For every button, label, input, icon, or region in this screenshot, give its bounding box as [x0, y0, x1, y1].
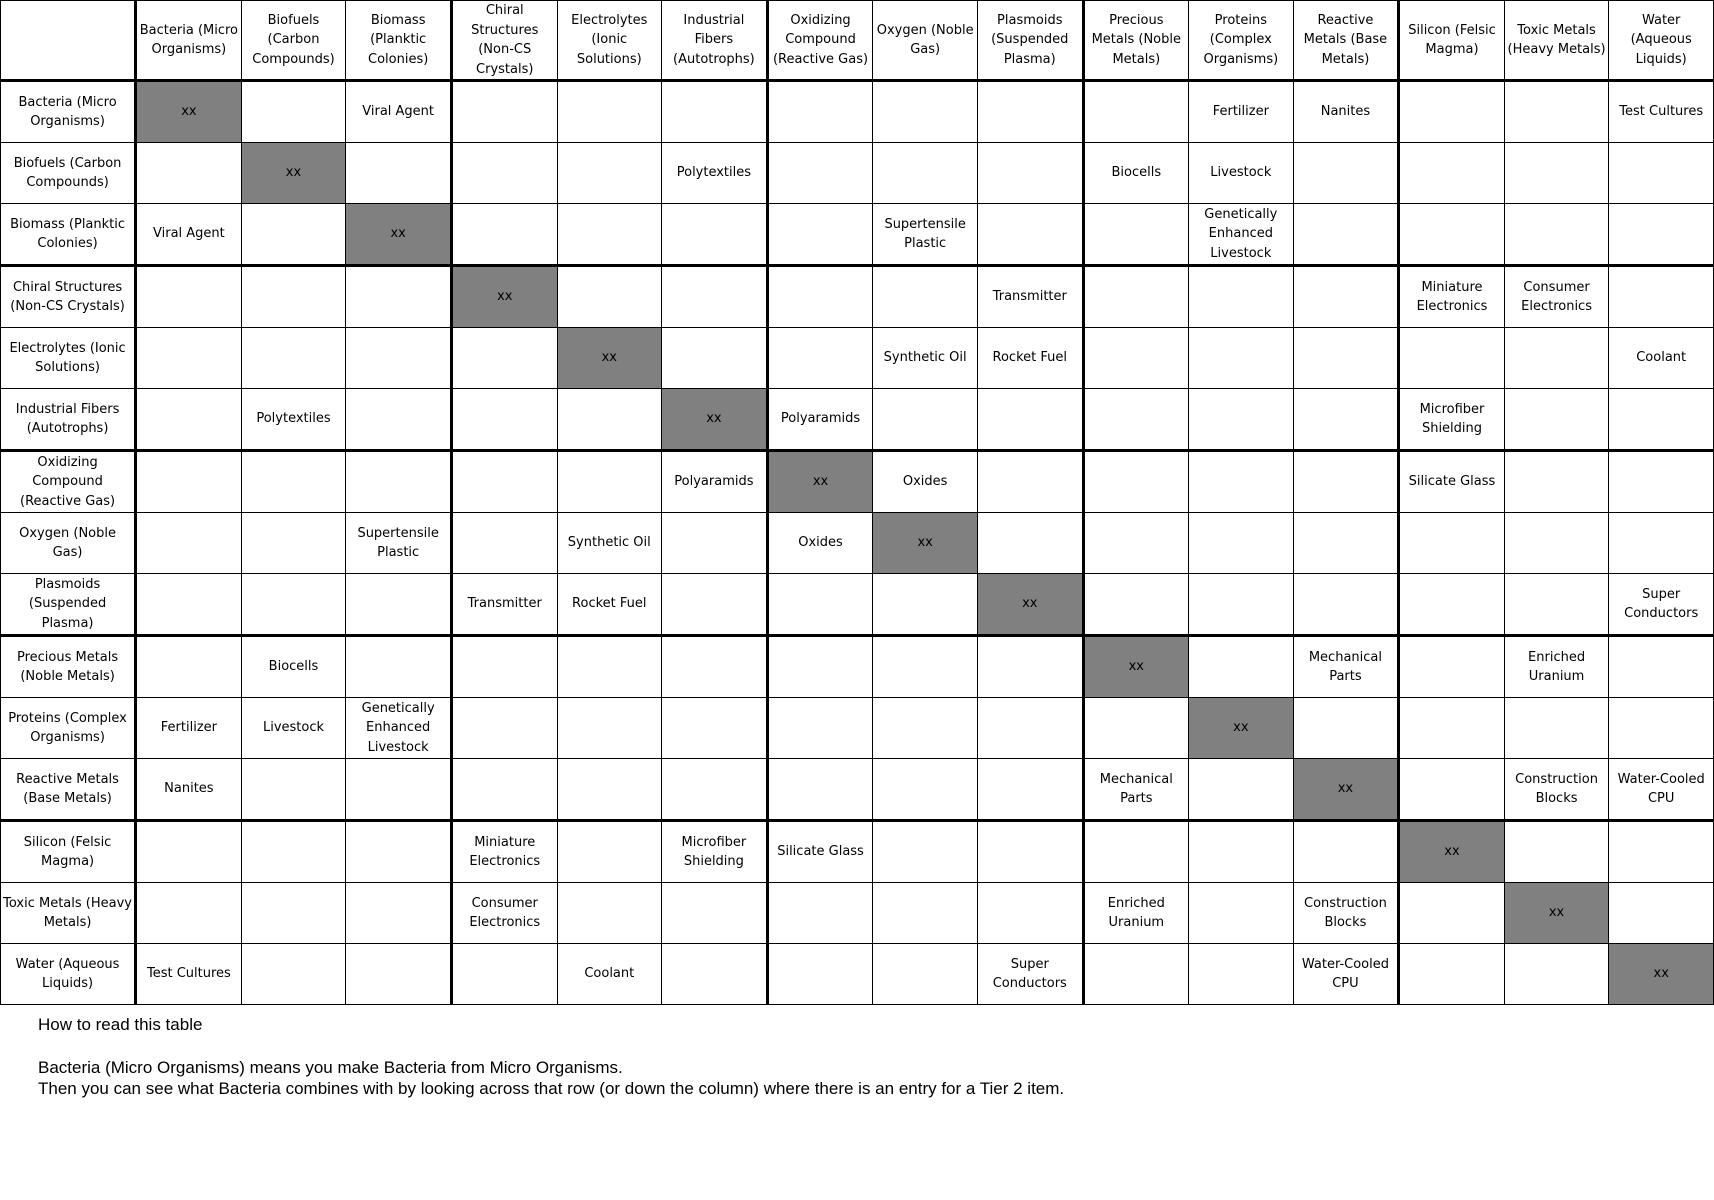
- table-cell: [977, 513, 1083, 574]
- table-cell: [1399, 759, 1504, 821]
- table-cell: [977, 636, 1083, 698]
- table-cell: [136, 328, 242, 389]
- table-cell: [451, 81, 557, 143]
- table-row: [1, 451, 1714, 513]
- table-cell: [873, 944, 978, 1005]
- table-cell: Microfiber Shielding: [1399, 389, 1504, 451]
- table-cell: Fertilizer: [1189, 81, 1294, 143]
- column-header: Biofuels (Carbon Compounds): [241, 1, 346, 81]
- table-cell: [873, 574, 978, 636]
- table-cell: [241, 883, 346, 944]
- table-cell: [1083, 328, 1189, 389]
- table-cell: [873, 81, 978, 143]
- column-header: Water (Aqueous Liquids): [1609, 1, 1714, 81]
- row-header: Toxic Metals (Heavy Metals): [1, 883, 136, 944]
- row-header: Industrial Fibers (Autotrophs): [1, 389, 136, 451]
- table-row: [1, 513, 1714, 574]
- table-cell: [1399, 944, 1504, 1005]
- table-cell: Fertilizer: [136, 698, 242, 759]
- table-cell: [346, 821, 452, 883]
- table-cell: [1504, 574, 1609, 636]
- row-header: Biofuels (Carbon Compounds): [1, 143, 136, 204]
- table-cell: Silicate Glass: [767, 821, 873, 883]
- table-row: [1, 821, 1714, 883]
- table-cell: [557, 636, 662, 698]
- table-cell: [767, 698, 873, 759]
- column-header: Oxygen (Noble Gas): [873, 1, 978, 81]
- table-cell: Livestock: [1189, 143, 1294, 204]
- table-cell: [136, 574, 242, 636]
- table-cell: [451, 328, 557, 389]
- table-cell: [557, 204, 662, 266]
- table-cell: [1609, 143, 1714, 204]
- table-cell: [1609, 451, 1714, 513]
- table-cell: Polyaramids: [767, 389, 873, 451]
- column-header: Electrolytes (Ionic Solutions): [557, 1, 662, 81]
- table-cell: [1083, 451, 1189, 513]
- table-cell: Viral Agent: [136, 204, 242, 266]
- table-cell: [1293, 389, 1399, 451]
- table-cell: Test Cultures: [136, 944, 242, 1005]
- table-cell: [557, 451, 662, 513]
- table-cell: Supertensile Plastic: [346, 513, 452, 574]
- table-cell: Biocells: [1083, 143, 1189, 204]
- table-cell: [1189, 821, 1294, 883]
- table-row: [1, 328, 1714, 389]
- table-cell: [977, 883, 1083, 944]
- table-cell: [767, 328, 873, 389]
- table-cell: [977, 821, 1083, 883]
- table-cell: [451, 759, 557, 821]
- table-cell: [1083, 574, 1189, 636]
- table-row: [1, 389, 1714, 451]
- table-cell: [1189, 513, 1294, 574]
- table-cell: [241, 328, 346, 389]
- table-cell: [873, 759, 978, 821]
- table-cell: [662, 81, 768, 143]
- instructions-line-1: Bacteria (Micro Organisms) means you make Bacteria from Micro Organisms.: [38, 1057, 623, 1077]
- diagonal-cell: xx: [1399, 821, 1504, 883]
- table-cell: Nanites: [136, 759, 242, 821]
- table-cell: [346, 143, 452, 204]
- table-cell: [346, 266, 452, 328]
- table-cell: [1083, 513, 1189, 574]
- table-row: [1, 81, 1714, 143]
- table-cell: Mechanical Parts: [1293, 636, 1399, 698]
- column-header: Oxidizing Compound (Reactive Gas): [767, 1, 873, 81]
- table-cell: [662, 759, 768, 821]
- table-cell: Viral Agent: [346, 81, 452, 143]
- table-cell: [1293, 143, 1399, 204]
- table-cell: [767, 204, 873, 266]
- table-cell: [1609, 636, 1714, 698]
- table-cell: [1083, 698, 1189, 759]
- table-cell: [1083, 204, 1189, 266]
- diagonal-cell: xx: [977, 574, 1083, 636]
- table-cell: [451, 513, 557, 574]
- table-row: [1, 698, 1714, 759]
- table-cell: [346, 636, 452, 698]
- table-cell: [1293, 698, 1399, 759]
- table-cell: [451, 451, 557, 513]
- table-cell: [241, 451, 346, 513]
- table-cell: [136, 636, 242, 698]
- diagonal-cell: xx: [1293, 759, 1399, 821]
- table-cell: Microfiber Shielding: [662, 821, 768, 883]
- table-cell: [977, 759, 1083, 821]
- table-cell: [346, 883, 452, 944]
- table-cell: Construction Blocks: [1504, 759, 1609, 821]
- table-cell: [557, 759, 662, 821]
- table-row: [1, 883, 1714, 944]
- table-cell: [1399, 698, 1504, 759]
- table-cell: [873, 143, 978, 204]
- table-row: [1, 574, 1714, 636]
- table-cell: [873, 821, 978, 883]
- table-cell: [241, 821, 346, 883]
- table-cell: [1399, 204, 1504, 266]
- diagonal-cell: xx: [136, 81, 242, 143]
- table-cell: [346, 944, 452, 1005]
- table-cell: Coolant: [1609, 328, 1714, 389]
- table-cell: Miniature Electronics: [1399, 266, 1504, 328]
- diagonal-cell: xx: [451, 266, 557, 328]
- table-cell: Polyaramids: [662, 451, 768, 513]
- table-cell: [767, 883, 873, 944]
- diagonal-cell: xx: [873, 513, 978, 574]
- table-cell: [346, 451, 452, 513]
- table-cell: [1189, 574, 1294, 636]
- table-cell: [136, 451, 242, 513]
- table-cell: Synthetic Oil: [557, 513, 662, 574]
- table-cell: Nanites: [1293, 81, 1399, 143]
- table-cell: [662, 698, 768, 759]
- table-cell: [767, 944, 873, 1005]
- table-cell: Biocells: [241, 636, 346, 698]
- table-cell: Transmitter: [977, 266, 1083, 328]
- table-cell: [136, 143, 242, 204]
- diagonal-cell: xx: [346, 204, 452, 266]
- diagonal-cell: xx: [1504, 883, 1609, 944]
- table-cell: [662, 574, 768, 636]
- table-cell: [1399, 328, 1504, 389]
- row-header: Water (Aqueous Liquids): [1, 944, 136, 1005]
- table-cell: Water-Cooled CPU: [1293, 944, 1399, 1005]
- table-cell: [1504, 143, 1609, 204]
- table-cell: [1293, 204, 1399, 266]
- table-cell: [1293, 821, 1399, 883]
- table-cell: [557, 821, 662, 883]
- table-cell: [873, 266, 978, 328]
- table-cell: Synthetic Oil: [873, 328, 978, 389]
- table-cell: [241, 266, 346, 328]
- table-cell: [451, 698, 557, 759]
- table-cell: [1189, 883, 1294, 944]
- table-cell: [767, 574, 873, 636]
- table-cell: [1083, 266, 1189, 328]
- table-cell: [557, 81, 662, 143]
- table-cell: [1189, 266, 1294, 328]
- table-cell: Construction Blocks: [1293, 883, 1399, 944]
- row-header: Silicon (Felsic Magma): [1, 821, 136, 883]
- column-header: Precious Metals (Noble Metals): [1083, 1, 1189, 81]
- table-cell: [241, 513, 346, 574]
- table-cell: [662, 636, 768, 698]
- table-cell: [977, 451, 1083, 513]
- table-cell: [1504, 821, 1609, 883]
- table-cell: [557, 143, 662, 204]
- table-cell: [136, 821, 242, 883]
- table-cell: [1504, 204, 1609, 266]
- column-header: Proteins (Complex Organisms): [1189, 1, 1294, 81]
- table-cell: [1609, 821, 1714, 883]
- table-cell: [451, 143, 557, 204]
- table-cell: Rocket Fuel: [977, 328, 1083, 389]
- table-cell: Transmitter: [451, 574, 557, 636]
- table-cell: [767, 143, 873, 204]
- table-cell: [241, 574, 346, 636]
- corner-cell: [1, 1, 136, 81]
- table-cell: [1504, 698, 1609, 759]
- table-cell: [136, 266, 242, 328]
- column-header: Plasmoids (Suspended Plasma): [977, 1, 1083, 81]
- table-cell: [873, 636, 978, 698]
- table-cell: [1083, 821, 1189, 883]
- table-cell: [662, 266, 768, 328]
- table-cell: [1293, 451, 1399, 513]
- table-cell: Genetically Enhanced Livestock: [1189, 204, 1294, 266]
- table-cell: [1504, 81, 1609, 143]
- table-row: [1, 759, 1714, 821]
- table-cell: Super Conductors: [1609, 574, 1714, 636]
- table-cell: [1399, 574, 1504, 636]
- instructions-line-2: Then you can see what Bacteria combines with by looking across that row (or down the column) where there is an entry for a Tier 2 item.: [38, 1079, 1065, 1098]
- diagonal-cell: xx: [1189, 698, 1294, 759]
- table-cell: [241, 204, 346, 266]
- row-header: Electrolytes (Ionic Solutions): [1, 328, 136, 389]
- table-cell: Test Cultures: [1609, 81, 1714, 143]
- diagonal-cell: xx: [662, 389, 768, 451]
- table-cell: [1293, 266, 1399, 328]
- row-header: Chiral Structures (Non-CS Crystals): [1, 266, 136, 328]
- table-cell: [977, 698, 1083, 759]
- column-header: Chiral Structures (Non-CS Crystals): [451, 1, 557, 81]
- table-cell: [1189, 328, 1294, 389]
- table-cell: Consumer Electronics: [1504, 266, 1609, 328]
- table-cell: [136, 513, 242, 574]
- row-header: Oxygen (Noble Gas): [1, 513, 136, 574]
- table-cell: [557, 266, 662, 328]
- row-header: Bacteria (Micro Organisms): [1, 81, 136, 143]
- table-cell: [1083, 944, 1189, 1005]
- table-cell: [662, 883, 768, 944]
- row-header: Reactive Metals (Base Metals): [1, 759, 136, 821]
- row-header: Oxidizing Compound (Reactive Gas): [1, 451, 136, 513]
- table-cell: [241, 759, 346, 821]
- table-cell: [1189, 451, 1294, 513]
- table-cell: [451, 204, 557, 266]
- table-cell: [1504, 389, 1609, 451]
- table-cell: Genetically Enhanced Livestock: [346, 698, 452, 759]
- table-cell: [1083, 389, 1189, 451]
- table-cell: [1399, 143, 1504, 204]
- row-header: Plasmoids (Suspended Plasma): [1, 574, 136, 636]
- diagonal-cell: xx: [767, 451, 873, 513]
- table-cell: [1293, 513, 1399, 574]
- table-cell: [1189, 389, 1294, 451]
- table-cell: [1609, 204, 1714, 266]
- table-cell: [1609, 513, 1714, 574]
- table-cell: [1609, 883, 1714, 944]
- reading-instructions: [38, 1014, 1064, 1100]
- table-cell: [767, 636, 873, 698]
- table-cell: [557, 389, 662, 451]
- table-cell: [873, 389, 978, 451]
- table-cell: [662, 328, 768, 389]
- table-cell: Rocket Fuel: [557, 574, 662, 636]
- table-cell: [241, 944, 346, 1005]
- table-cell: Water-Cooled CPU: [1609, 759, 1714, 821]
- table-cell: [1293, 328, 1399, 389]
- table-cell: [1399, 513, 1504, 574]
- table-cell: [557, 698, 662, 759]
- table-cell: [873, 698, 978, 759]
- column-header: Bacteria (Micro Organisms): [136, 1, 242, 81]
- table-cell: [557, 883, 662, 944]
- table-cell: [136, 389, 242, 451]
- table-cell: Enriched Uranium: [1504, 636, 1609, 698]
- table-cell: [1609, 698, 1714, 759]
- table-cell: [1609, 389, 1714, 451]
- table-cell: [977, 81, 1083, 143]
- diagonal-cell: xx: [1609, 944, 1714, 1005]
- table-cell: Super Conductors: [977, 944, 1083, 1005]
- table-cell: Mechanical Parts: [1083, 759, 1189, 821]
- table-row: [1, 204, 1714, 266]
- table-cell: [1083, 81, 1189, 143]
- table-cell: [1189, 636, 1294, 698]
- table-row: [1, 944, 1714, 1005]
- table-cell: [977, 143, 1083, 204]
- table-cell: [767, 266, 873, 328]
- table-cell: [1504, 451, 1609, 513]
- column-header: Reactive Metals (Base Metals): [1293, 1, 1399, 81]
- row-header: Biomass (Planktic Colonies): [1, 204, 136, 266]
- table-cell: [346, 574, 452, 636]
- column-header: Industrial Fibers (Autotrophs): [662, 1, 768, 81]
- table-cell: Polytextiles: [662, 143, 768, 204]
- table-cell: [451, 389, 557, 451]
- instructions-heading: How to read this table: [38, 1015, 203, 1034]
- table-cell: [451, 636, 557, 698]
- row-header: Precious Metals (Noble Metals): [1, 636, 136, 698]
- table-cell: [767, 81, 873, 143]
- table-cell: [241, 81, 346, 143]
- table-row: [1, 266, 1714, 328]
- diagonal-cell: xx: [241, 143, 346, 204]
- column-header: Toxic Metals (Heavy Metals): [1504, 1, 1609, 81]
- table-cell: Enriched Uranium: [1083, 883, 1189, 944]
- table-cell: Oxides: [873, 451, 978, 513]
- diagonal-cell: xx: [1083, 636, 1189, 698]
- table-cell: [662, 944, 768, 1005]
- table-cell: [662, 513, 768, 574]
- table-cell: [1399, 636, 1504, 698]
- table-cell: Miniature Electronics: [451, 821, 557, 883]
- table-cell: [1609, 266, 1714, 328]
- table-cell: [451, 944, 557, 1005]
- table-cell: [1504, 328, 1609, 389]
- table-cell: [977, 204, 1083, 266]
- column-header: Silicon (Felsic Magma): [1399, 1, 1504, 81]
- row-header: Proteins (Complex Organisms): [1, 698, 136, 759]
- column-header: Biomass (Planktic Colonies): [346, 1, 452, 81]
- table-cell: Supertensile Plastic: [873, 204, 978, 266]
- table-row: [1, 636, 1714, 698]
- table-cell: Polytextiles: [241, 389, 346, 451]
- table-cell: [346, 389, 452, 451]
- table-cell: [136, 883, 242, 944]
- table-cell: [346, 759, 452, 821]
- table-cell: [1504, 944, 1609, 1005]
- table-cell: [662, 204, 768, 266]
- table-cell: [767, 759, 873, 821]
- table-cell: [873, 883, 978, 944]
- table-cell: [346, 328, 452, 389]
- table-cell: [1399, 81, 1504, 143]
- table-cell: Oxides: [767, 513, 873, 574]
- table-cell: [1189, 944, 1294, 1005]
- diagonal-cell: xx: [557, 328, 662, 389]
- table-cell: [1293, 574, 1399, 636]
- table-cell: [1399, 883, 1504, 944]
- table-cell: Silicate Glass: [1399, 451, 1504, 513]
- table-cell: Livestock: [241, 698, 346, 759]
- table-cell: Coolant: [557, 944, 662, 1005]
- table-cell: [977, 389, 1083, 451]
- table-cell: [1189, 759, 1294, 821]
- table-cell: Consumer Electronics: [451, 883, 557, 944]
- table-row: [1, 143, 1714, 204]
- table-cell: [1504, 513, 1609, 574]
